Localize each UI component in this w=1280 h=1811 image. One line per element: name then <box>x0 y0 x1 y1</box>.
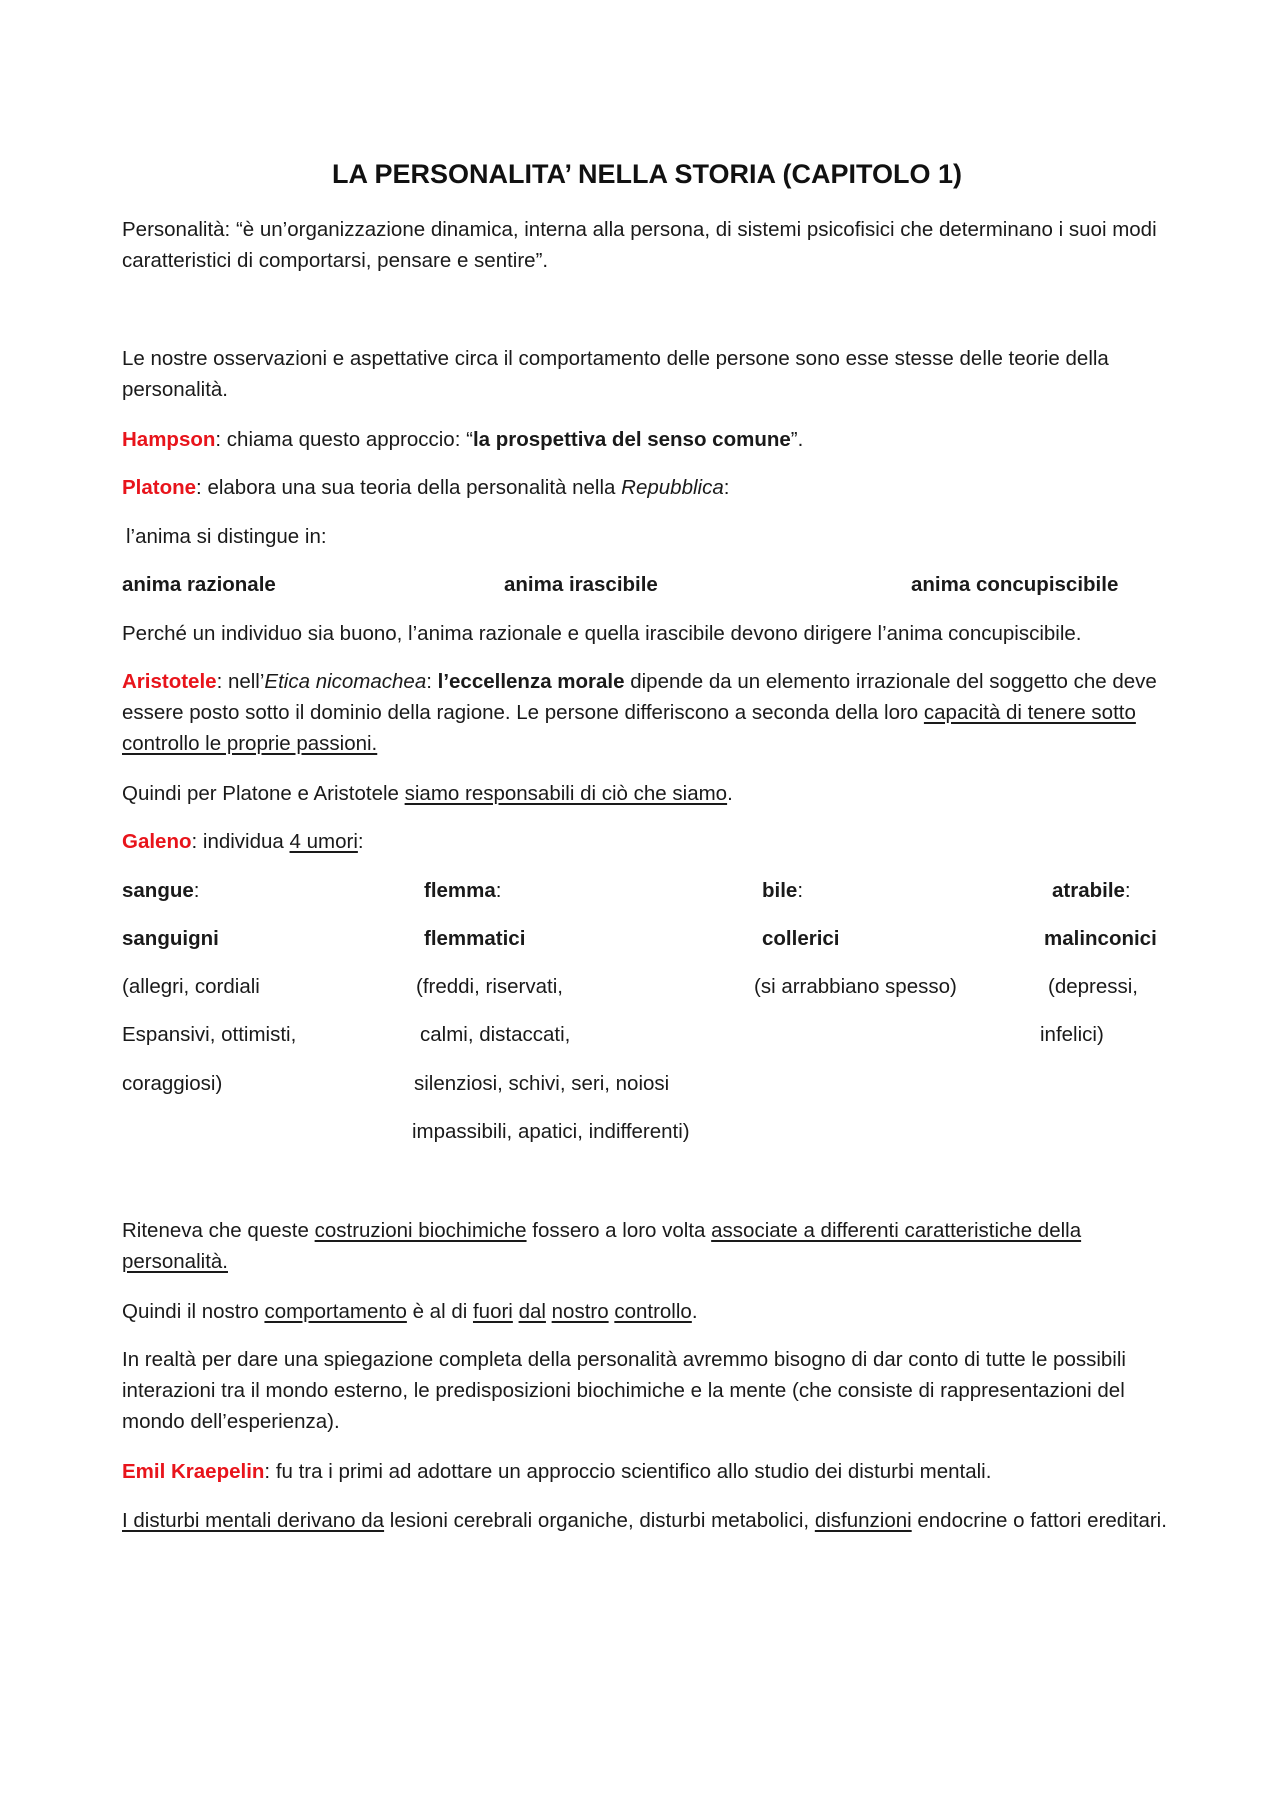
quindi2-underline-2: fuori <box>472 1300 513 1323</box>
descr-malinconici-1: (depressi, <box>1048 975 1139 998</box>
platone-text: : elabora una sua teoria della personalità nella <box>196 476 622 499</box>
tipo-flemmatici: flemmatici <box>424 927 526 950</box>
umore-colon: : <box>193 879 200 902</box>
quindi2-text-1: Quindi il nostro <box>122 1300 265 1323</box>
umore-bile <box>762 875 803 906</box>
perche-paragraph: Perché un individuo sia buono, l’anima razionale e quella irascibile devono dirigere l’anima concupiscibile. <box>122 622 1082 645</box>
quindi-responsabili <box>122 778 1172 809</box>
umore-colon: : <box>495 879 502 902</box>
anima-irascibile: anima irascibile <box>504 573 658 596</box>
riteneva-underline-1: costruzioni biochimiche <box>314 1219 527 1242</box>
descr-sanguigni-2: Espansivi, ottimisti, <box>122 1023 297 1046</box>
disturbi-text-1: lesioni cerebrali organiche, disturbi metabolici, <box>384 1509 815 1532</box>
kraepelin-name: Emil Kraepelin <box>122 1460 265 1483</box>
quindi1-text: Quindi per Platone e Aristotele <box>122 782 405 805</box>
umore-colon: : <box>797 879 804 902</box>
tipo-malinconici: malinconici <box>1044 927 1157 950</box>
definition-text: “è un’organizzazione dinamica, interna alla persona, di sistemi psicofisici che determinano i suoi modi caratteristici di comportarsi, pensare e sentire”. <box>122 218 1157 272</box>
umore-sangue <box>122 875 199 906</box>
quindi2-underline-3: dal <box>518 1300 546 1323</box>
descr-flemmatici-3: silenziosi, schivi, seri, noiosi <box>414 1072 670 1095</box>
riteneva-paragraph <box>122 1215 1172 1277</box>
hampson-name: Hampson <box>122 428 216 451</box>
anima-razionale: anima razionale <box>122 573 276 596</box>
quindi2-text-2: è al di <box>406 1300 473 1323</box>
disturbi-text-2: endocrine o fattori ereditari. <box>911 1509 1167 1532</box>
galeno-name: Galeno <box>122 830 192 853</box>
page-title: LA PERSONALITA’ NELLA STORIA (CAPITOLO 1) <box>331 159 963 189</box>
hampson-paragraph <box>122 424 1172 455</box>
quindi-comportamento <box>122 1296 1172 1327</box>
umore-bile-nome: bile <box>762 879 798 902</box>
riteneva-text-1: Riteneva che queste <box>122 1219 315 1242</box>
riteneva-text-2: fossero a loro volta <box>526 1219 712 1242</box>
quindi1-end: . <box>727 782 733 805</box>
aristotele-text-1: : nell’ <box>216 670 265 693</box>
aristotele-bold: l’eccellenza morale <box>437 670 625 693</box>
quindi2-underline-4: nostro <box>551 1300 609 1323</box>
disturbi-paragraph <box>122 1505 1172 1536</box>
aristotele-text-2: : <box>426 670 438 693</box>
quindi2-end: . <box>691 1300 698 1323</box>
platone-italic: Repubblica <box>621 476 724 499</box>
umore-atrabile-nome: atrabile <box>1052 879 1125 902</box>
platone-paragraph <box>122 472 1172 503</box>
descr-malinconici-2: infelici) <box>1040 1023 1104 1046</box>
galeno-end: : <box>357 830 364 853</box>
platone-name: Platone <box>122 476 197 499</box>
anima-intro: l’anima si distingue in: <box>126 525 327 548</box>
umore-atrabile <box>1052 875 1131 906</box>
tipo-sanguigni: sanguigni <box>122 927 219 950</box>
tipo-collerici: collerici <box>762 927 840 950</box>
umore-colon: : <box>1124 879 1131 902</box>
descr-sanguigni-1: (allegri, cordiali <box>122 975 260 998</box>
disturbi-underline-1: I disturbi mentali derivano da <box>122 1509 385 1532</box>
descr-flemmatici-2: calmi, distaccati, <box>420 1023 571 1046</box>
quindi1-underline: siamo responsabili di ciò che siamo <box>404 782 728 805</box>
descr-sanguigni-3: coraggiosi) <box>122 1072 223 1095</box>
umore-sangue-nome: sangue <box>122 879 194 902</box>
riteneva-underline-2: associate a differenti caratteristiche della personalità. <box>122 1219 1082 1273</box>
umore-flemma-nome: flemma <box>424 879 496 902</box>
quindi2-underline-1: comportamento <box>264 1300 407 1323</box>
galeno-paragraph <box>122 826 1172 857</box>
kraepelin-paragraph <box>122 1456 1172 1487</box>
platone-end: : <box>723 476 730 499</box>
definition-paragraph <box>122 214 1172 276</box>
hampson-text: : chiama questo approccio: “ <box>215 428 473 451</box>
hampson-bold: la prospettiva del senso comune <box>472 428 791 451</box>
anima-concupiscibile: anima concupiscibile <box>911 573 1119 596</box>
galeno-text: : individua <box>191 830 290 853</box>
aristotele-paragraph <box>122 666 1172 759</box>
descr-flemmatici-4: impassibili, apatici, indifferenti) <box>412 1120 690 1143</box>
descr-flemmatici-1: (freddi, riservati, <box>416 975 563 998</box>
aristotele-italic: Etica nicomachea <box>264 670 427 693</box>
aristotele-text-3: dipende da un elemento irrazionale del soggetto che deve essere posto sotto il dominio della ragione. Le persone differiscono a seconda della loro <box>122 670 1157 724</box>
galeno-underline: 4 umori <box>289 830 358 853</box>
quindi2-underline-5: controllo <box>614 1300 692 1323</box>
umore-flemma <box>424 875 501 906</box>
hampson-end: ”. <box>790 428 804 451</box>
aristotele-name: Aristotele <box>122 670 217 693</box>
disturbi-underline-2: disfunzioni <box>814 1509 912 1532</box>
aristotele-underline: capacità di tenere sotto controllo le proprie passioni. <box>122 701 1136 755</box>
observations-paragraph: Le nostre osservazioni e aspettative circa il comportamento delle persone sono esse stesse delle teorie della personalità. <box>122 347 1109 401</box>
definition-lead: Personalità: <box>122 218 236 241</box>
kraepelin-text: : fu tra i primi ad adottare un approccio scientifico allo studio dei disturbi mentali. <box>264 1460 992 1483</box>
realta-paragraph: In realtà per dare una spiegazione completa della personalità avremmo bisogno di dar conto di tutte le possibili interazioni tra il mondo esterno, le predisposizioni biochimiche e la mente (che consiste di rappresentazioni del mondo dell’esperienza). <box>122 1348 1126 1433</box>
descr-collerici-1: (si arrabbiano spesso) <box>754 975 957 998</box>
